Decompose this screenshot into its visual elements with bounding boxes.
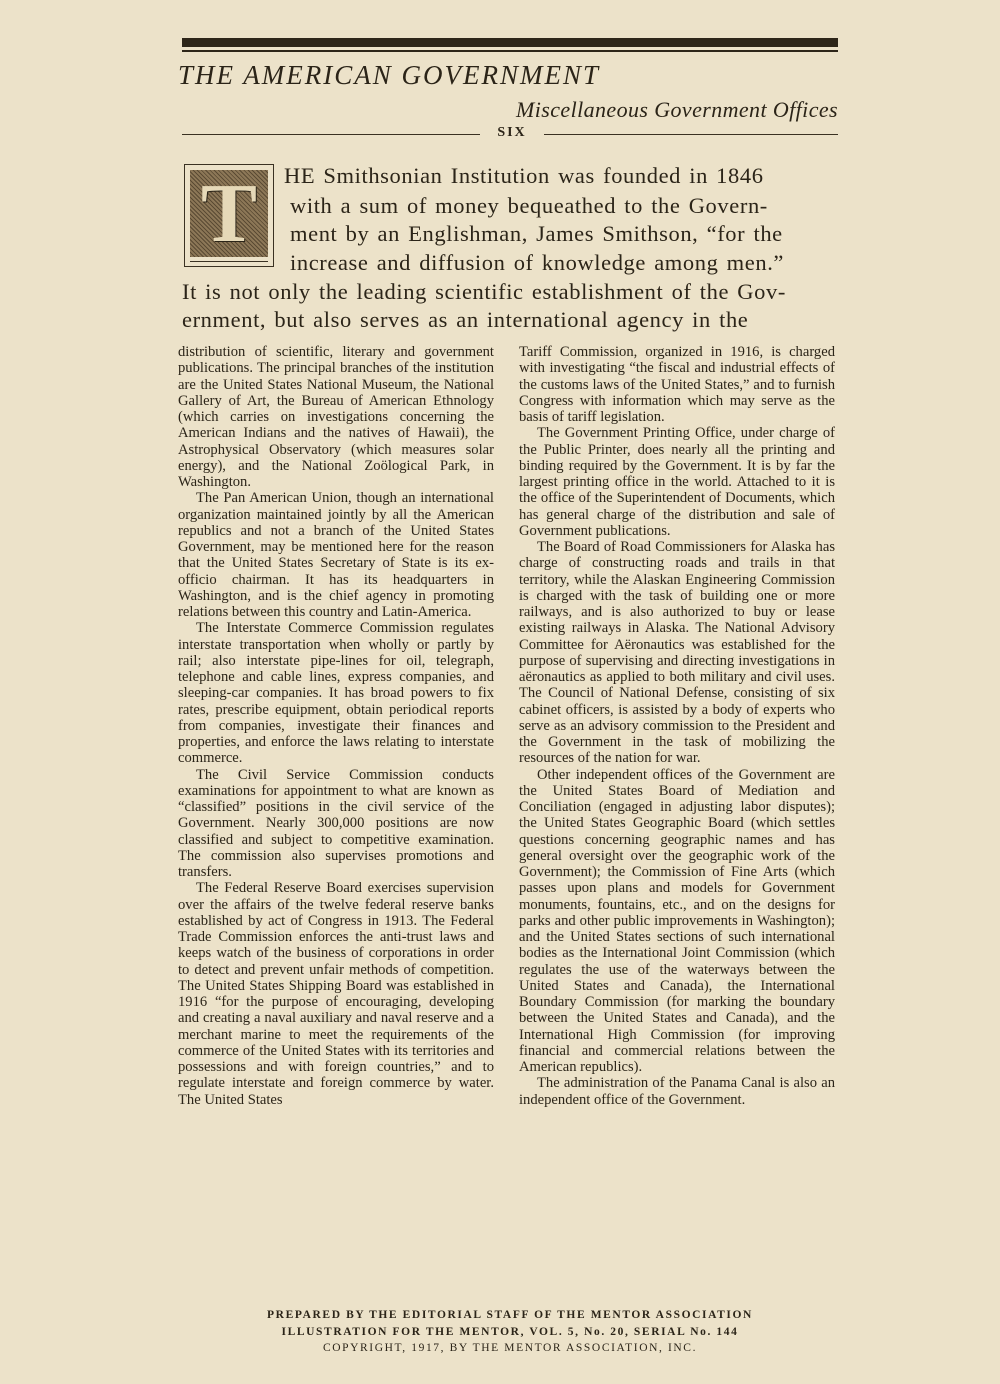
lead-line: increase and diffusion of knowledge among men.” (290, 250, 785, 275)
body-paragraph: The Federal Reserve Board exercises supervision over the affairs of the twelve federal reserve banks established by act of Congress in 1913. The Federal Trade Commission enforces the anti-trust laws and keeps watch of the business of corporations in order to detect and prevent unfair methods of competition. The United States Shipping Board was established in 1916 “for the purpose of encouraging, developing and creating a naval auxiliary and naval reserve and a merchant marine to meet the requirements of the commerce of the United States with its territories and possessions and with foreign countries,” and to regulate interstate and foreign commerce by water. The United States (178, 880, 494, 1108)
lead-line: HE Smithsonian Institution was founded in 1846 (284, 163, 764, 188)
drop-cap-ornament (184, 164, 274, 267)
body-paragraph: The Board of Road Commissioners for Alaska has charge of constructing roads and trails in that territory, while the Alaskan Engineering Commission is charged with the task of building one or more railways, and is also authorized to buy or lease existing railways in Alaska. The National Advisory Committee for Aëronautics was established for the purpose of supervising and directing investigations in aëronautics as applied to both military and civil uses. The Council of National Defense, consisting of six cabinet officers, is assisted by a body of experts who serve as an advisory commission to the President and the Government in the task of mobilizing the resources of the nation for war. (519, 539, 835, 767)
body-paragraph: The Civil Service Commission conducts examinations for appointment to what are known as “classified” positions in the civil service of the Government. Nearly 300,000 positions are now classified and subject to competitive examination. The commission also supervises promotions and transfers. (178, 766, 494, 880)
body-paragraph: Tariff Commission, organized in 1916, is charged with investigating “the fiscal and industrial effects of the customs laws of the United States,” and to furnish Congress with information which may serve as the basis of tariff legislation. (519, 344, 835, 425)
left-column (178, 344, 494, 1108)
header-rule-thin (182, 50, 838, 52)
lead-line: ment by an Englishman, James Smithson, “for the (290, 221, 783, 246)
header-rule-thick (182, 38, 838, 47)
right-column (519, 344, 835, 1108)
footer-copyright: COPYRIGHT, 1917, BY THE MENTOR ASSOCIATION, INC. (322, 1342, 698, 1354)
body-paragraph: The administration of the Panama Canal is also an independent office of the Government. (519, 1075, 835, 1108)
page-title: THE AMERICAN GOVERNMENT (178, 60, 600, 90)
drop-cap-pattern (190, 166, 268, 260)
section-rule-left (182, 134, 480, 135)
body-paragraph: Other independent offices of the Government are the United States Board of Mediation and Conciliation (engaged in adjusting labor disputes); the United States Geographic Board (which settles questions concerning geographic names and has general oversight over the geographic work of the Government); the Commission of Fine Arts (which passes upon plans and models for Government monuments, fountains, etc., and on the designs for parks and other public improvements in Washington); and the United States sections of such international bodies as the International Joint Commission (which regulates the use of the waterways between the United States and Canada), the International Boundary Commission (for marking the boundary between the United States and Canada), and the International High Commission (for improving financial and commercial relations between the American republics). (519, 766, 835, 1075)
drop-cap-letter: T (200, 166, 258, 260)
footer-illustration-note: ILLUSTRATION FOR THE MENTOR, VOL. 5, No. 20, SERIAL No. 144 (281, 1326, 739, 1338)
lead-line: ernment, but also serves as an international agency in the (182, 307, 749, 332)
footer-credit: PREPARED BY THE EDITORIAL STAFF OF THE MENTOR ASSOCIATION (267, 1309, 753, 1321)
lead-line: It is not only the leading scientific establishment of the Gov- (182, 279, 786, 304)
page-subtitle: Miscellaneous Government Offices (516, 97, 838, 122)
drop-cap-underline (190, 261, 268, 262)
body-paragraph: The Pan American Union, though an international organization maintained jointly by all the American republics and not a branch of the United States Government, may be mentioned here for the reason that the United States Secretary of State is its ex-officio chairman. It has its headquarters in Washington, and is the chief agency in promoting relations between this country and Latin-America. (178, 490, 494, 620)
lead-line: with a sum of money bequeathed to the Govern- (290, 193, 768, 218)
body-paragraph: The Government Printing Office, under charge of the Public Printer, does nearly all the printing and binding required by the Government. It is by far the largest printing office in the world. Attached to it is the office of the Superintendent of Documents, which has general charge of the distribution and sale of Government publications. (519, 425, 835, 539)
body-paragraph: distribution of scientific, literary and government publications. The principal branches of the institution are the United States National Museum, the National Gallery of Art, the Bureau of American Ethnology (which carries on investigations concerning the American Indians and the natives of Hawaii), the Astrophysical Observatory (which measures solar energy), and the National Zoölogical Park, in Washington. (178, 344, 494, 490)
body-paragraph: The Interstate Commerce Commission regulates interstate transportation when wholly or partly by rail; also interstate pipe-lines for oil, telegraph, telephone and cable lines, express companies, and sleeping-car companies. It has broad powers to fix rates, prescribe equipment, obtain periodical reports from companies, investigate their finances and properties, and enforce the laws relating to interstate commerce. (178, 620, 494, 767)
section-rule-right (544, 134, 838, 135)
section-number: SIX (497, 125, 527, 140)
